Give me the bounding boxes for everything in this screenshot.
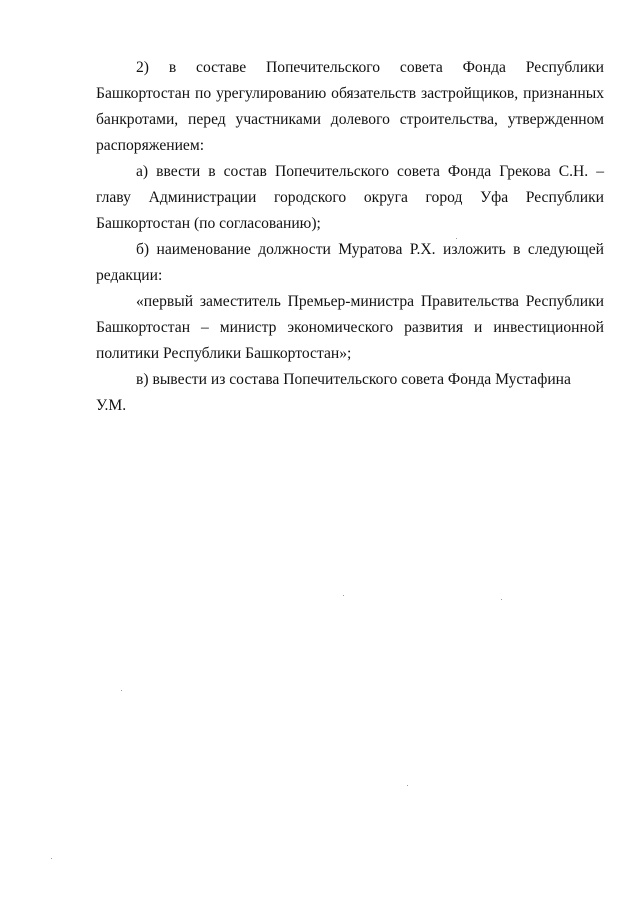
scan-speck (343, 595, 344, 596)
paragraph-subitem-a: а) ввести в состав Попечительского совета Фонда Грекова С.Н. – главу Администрации городского округа город Уфа Республики Башкортостан (по согласованию); (96, 163, 604, 232)
paragraph-subitem-v: в) вывести из состава Попечительского совета Фонда Мустафина У.М. (96, 371, 571, 414)
scan-speck (407, 785, 408, 786)
paragraph-subitem-b: б) наименование должности Муратова Р.Х. изложить в следующей редакции: (96, 241, 604, 284)
paragraph-item-2: 2) в составе Попечительского совета Фонда Республики Башкортостан по урегулированию обязательств застройщиков, признанных банкротами, перед участниками долевого строительства, утвержденном распоряжением: (96, 59, 604, 154)
scan-speck (121, 690, 122, 691)
scan-speck (51, 858, 52, 859)
paragraph-quoted-title: «первый заместитель Премьер-министра Правительства Республики Башкортостан – министр экономического развития и инвестиционной политики Республики Башкортостан»; (96, 293, 604, 362)
scan-speck (456, 238, 457, 239)
document-body (96, 55, 604, 419)
scan-speck (501, 599, 502, 600)
